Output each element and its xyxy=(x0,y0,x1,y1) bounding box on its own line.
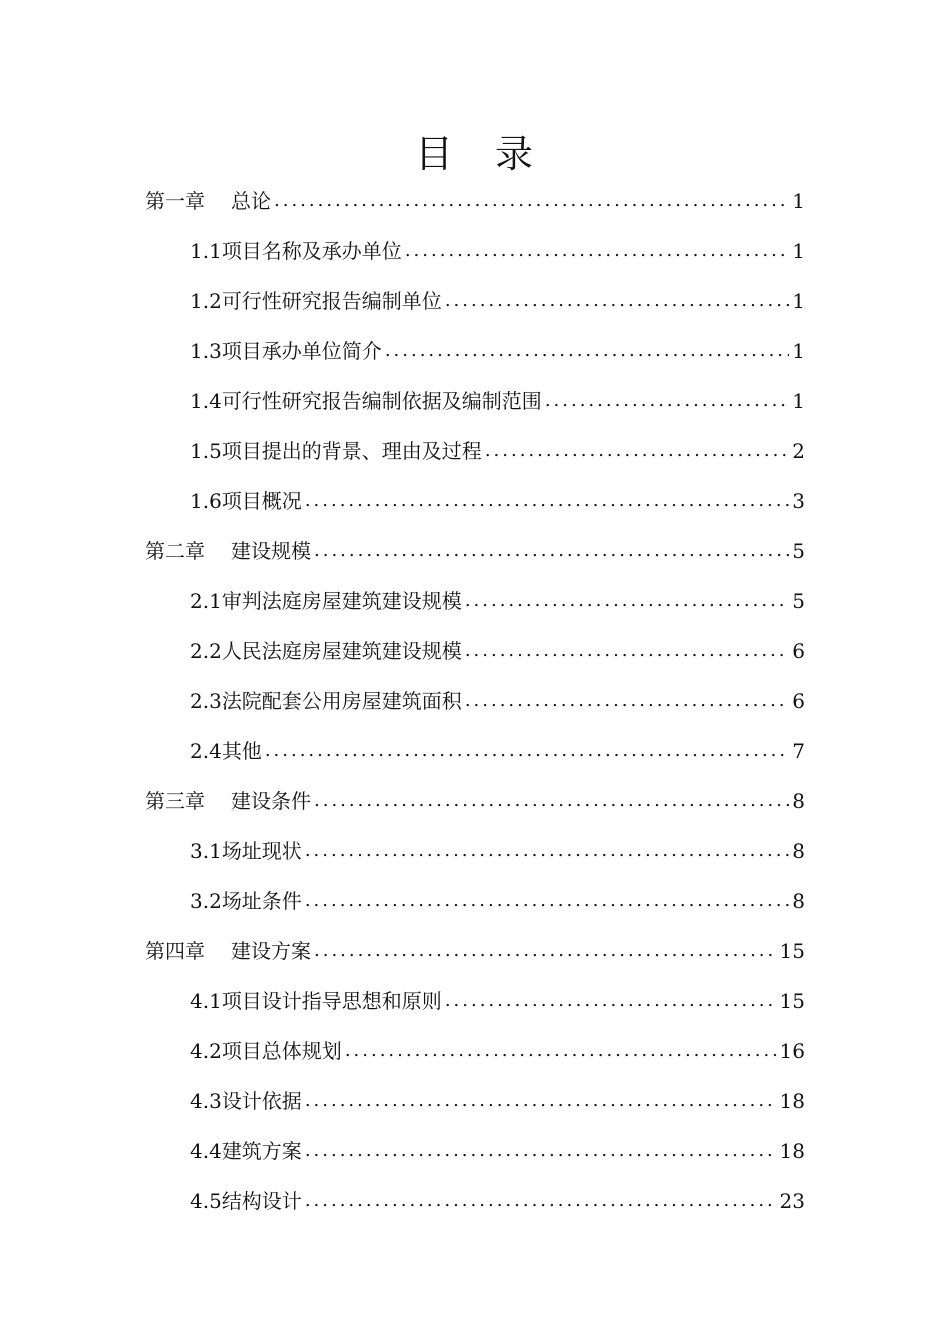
toc-entry-number: 1.6 xyxy=(190,489,222,513)
toc-section-entry[interactable] xyxy=(190,676,805,726)
toc-entry-number: 3.2 xyxy=(190,889,222,913)
toc-entry-title: 建设规模 xyxy=(231,539,311,563)
toc-dot-leader xyxy=(545,376,789,426)
toc-entry-title: 项目设计指导思想和原则 xyxy=(221,989,442,1013)
toc-entry-number: 第二章 xyxy=(145,539,205,563)
toc-section-entry[interactable] xyxy=(190,876,805,926)
toc-entry-number: 4.2 xyxy=(190,1039,222,1063)
page-title: 目 录 xyxy=(414,132,535,176)
toc-dot-leader xyxy=(305,1076,777,1126)
toc-dot-leader xyxy=(274,176,789,226)
toc-page-number: 18 xyxy=(779,1139,805,1163)
toc-section-entry[interactable] xyxy=(190,1126,805,1176)
toc-page-number: 8 xyxy=(792,839,805,863)
toc-chapter-entry[interactable] xyxy=(145,926,805,976)
toc-page-number: 15 xyxy=(779,939,805,963)
toc-page-number: 6 xyxy=(792,689,805,713)
toc-entry-title: 设计依据 xyxy=(221,1089,302,1113)
toc-entry-number: 第一章 xyxy=(145,189,205,213)
toc-page-number: 7 xyxy=(792,739,805,763)
toc-dot-leader xyxy=(445,976,777,1026)
toc-dot-leader xyxy=(314,926,777,976)
toc-dot-leader xyxy=(314,526,789,576)
toc-page-number: 1 xyxy=(792,239,805,263)
toc-entry-number: 2.2 xyxy=(190,639,222,663)
toc-section-entry[interactable] xyxy=(190,326,805,376)
toc-dot-leader xyxy=(445,276,789,326)
toc-dot-leader xyxy=(265,726,789,776)
toc-page-number: 23 xyxy=(779,1189,805,1213)
toc-entry-number: 1.1 xyxy=(190,239,222,263)
toc-page-number: 1 xyxy=(792,339,805,363)
toc-entry-title: 建筑方案 xyxy=(221,1139,302,1163)
toc-section-entry[interactable] xyxy=(190,726,805,776)
toc-entry-number: 第三章 xyxy=(145,789,205,813)
toc-dot-leader xyxy=(465,676,789,726)
toc-page-number: 2 xyxy=(792,439,805,463)
toc-entry-title: 可行性研究报告编制依据及编制范围 xyxy=(221,389,542,413)
toc-page-number: 8 xyxy=(792,789,805,813)
toc-section-entry[interactable] xyxy=(190,376,805,426)
toc-dot-leader xyxy=(485,426,789,476)
toc-entry-title: 其他 xyxy=(221,739,262,763)
toc-entry-number: 2.4 xyxy=(190,739,222,763)
toc-dot-leader xyxy=(305,1176,777,1226)
toc-entry-title: 项目概况 xyxy=(221,489,302,513)
toc-section-entry[interactable] xyxy=(190,476,805,526)
toc-page-number: 5 xyxy=(792,539,805,563)
toc-entry-title: 场址条件 xyxy=(221,889,302,913)
toc-entry-number: 1.4 xyxy=(190,389,222,413)
toc-page-number: 6 xyxy=(792,639,805,663)
toc-section-entry[interactable] xyxy=(190,826,805,876)
toc-dot-leader xyxy=(305,826,789,876)
toc-entry-number: 1.2 xyxy=(190,289,222,313)
toc-section-entry[interactable] xyxy=(190,576,805,626)
toc-chapter-entry[interactable] xyxy=(145,176,805,226)
toc-entry-title: 项目承办单位简介 xyxy=(221,339,382,363)
toc-section-entry[interactable] xyxy=(190,226,805,276)
toc-entry-title: 项目名称及承办单位 xyxy=(221,239,402,263)
toc-entry-title: 建设方案 xyxy=(231,939,311,963)
toc-dot-leader xyxy=(465,576,789,626)
toc-section-entry[interactable] xyxy=(190,1026,805,1076)
toc-page-number: 16 xyxy=(779,1039,805,1063)
toc-section-entry[interactable] xyxy=(190,626,805,676)
toc-entry-title: 可行性研究报告编制单位 xyxy=(221,289,442,313)
toc-entry-title: 人民法庭房屋建筑建设规模 xyxy=(221,639,462,663)
toc-entry-number: 2.3 xyxy=(190,689,222,713)
toc-page-number: 1 xyxy=(792,189,805,213)
toc-entry-number: 4.1 xyxy=(190,989,222,1013)
toc-section-entry[interactable] xyxy=(190,426,805,476)
toc-entry-number: 1.3 xyxy=(190,339,222,363)
toc-page-number: 1 xyxy=(792,389,805,413)
toc-page-number: 8 xyxy=(792,889,805,913)
toc-entry-number: 4.5 xyxy=(190,1189,222,1213)
toc-page-number: 15 xyxy=(779,989,805,1013)
toc-entry-title: 法院配套公用房屋建筑面积 xyxy=(221,689,462,713)
toc-section-entry[interactable] xyxy=(190,1076,805,1126)
toc-dot-leader xyxy=(405,226,789,276)
toc-page-number: 5 xyxy=(792,589,805,613)
toc-section-entry[interactable] xyxy=(190,976,805,1026)
toc-page-number: 1 xyxy=(792,289,805,313)
toc-entry-number: 3.1 xyxy=(190,839,222,863)
toc-dot-leader xyxy=(305,1126,777,1176)
toc-page-number: 18 xyxy=(779,1089,805,1113)
toc-section-entry[interactable] xyxy=(190,1176,805,1226)
toc-entry-number: 第四章 xyxy=(145,939,205,963)
toc-chapter-entry[interactable] xyxy=(145,776,805,826)
toc-entry-title: 项目提出的背景、理由及过程 xyxy=(221,439,482,463)
toc-dot-leader xyxy=(345,1026,777,1076)
toc-dot-leader xyxy=(465,626,789,676)
toc-entry-number: 4.4 xyxy=(190,1139,222,1163)
toc-entry-title: 场址现状 xyxy=(221,839,302,863)
toc-section-entry[interactable] xyxy=(190,276,805,326)
toc-page-number: 3 xyxy=(792,489,805,513)
toc-chapter-entry[interactable] xyxy=(145,526,805,576)
toc-entry-title: 项目总体规划 xyxy=(221,1039,342,1063)
toc-dot-leader xyxy=(314,776,789,826)
toc-dot-leader xyxy=(305,476,789,526)
toc-entry-title: 结构设计 xyxy=(221,1189,302,1213)
toc-dot-leader xyxy=(305,876,789,926)
toc-entry-number: 2.1 xyxy=(190,589,222,613)
toc-entry-number: 1.5 xyxy=(190,439,222,463)
toc-entry-title: 建设条件 xyxy=(231,789,311,813)
toc-entry-title: 总论 xyxy=(231,189,271,213)
toc-dot-leader xyxy=(385,326,789,376)
toc-entry-title: 审判法庭房屋建筑建设规模 xyxy=(221,589,462,613)
toc-entry-number: 4.3 xyxy=(190,1089,222,1113)
